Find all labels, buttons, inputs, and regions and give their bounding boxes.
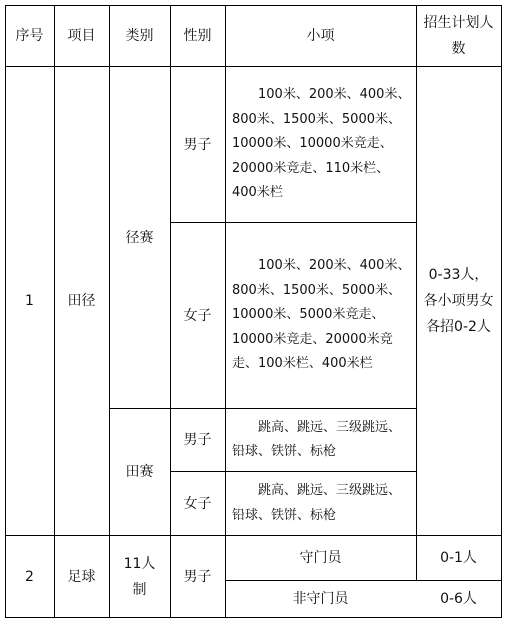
- goalkeeper-item: 守门员: [299, 550, 342, 566]
- track-male-items: 100米、200米、400米、800米、1500米、5000米、10000米、10000米竞走、20000米竞走、110米栏、400米栏: [232, 87, 411, 201]
- header-gender: 性别: [183, 28, 212, 44]
- header-index: 序号: [15, 28, 44, 44]
- header-project: 项目: [67, 28, 96, 44]
- track-female-gender: 女子: [183, 307, 212, 324]
- track-category: 径赛: [125, 229, 154, 246]
- field-female-gender: 女子: [183, 495, 212, 512]
- row2-project: 足球: [67, 568, 96, 585]
- field-player-item: 非守门员: [292, 591, 349, 607]
- grid-line: [5, 617, 502, 618]
- grid-line: [225, 5, 226, 618]
- track-male-items-cell: [232, 67, 411, 222]
- field-male-items: 跳高、跳远、三级跳远、铅球、铁饼、标枪: [232, 419, 402, 459]
- row2-category: 11人制: [123, 555, 156, 598]
- track-female-items: 100米、200米、400米、800米、1500米、5000米、10000米、5000米竞走、10000米竞走、20000米竞走、100米栏、400米栏: [232, 258, 411, 372]
- row2-index: 2: [25, 568, 34, 585]
- grid-line: [416, 5, 417, 581]
- field-player-quota: 0-6人: [440, 591, 477, 607]
- row2-gender: 男子: [183, 568, 212, 585]
- field-female-items-cell: [232, 472, 411, 535]
- header-category: 类别: [125, 28, 154, 44]
- row1-index: 1: [25, 293, 34, 309]
- track-male-gender: 男子: [183, 136, 212, 153]
- header-quota: 招生计划人数: [423, 15, 494, 57]
- grid-line: [501, 5, 502, 618]
- header-sub-items: 小项: [306, 28, 335, 44]
- field-female-items: 跳高、跳远、三级跳远、铅球、铁饼、标枪: [232, 483, 402, 523]
- goalkeeper-quota: 0-1人: [440, 550, 477, 566]
- row1-project: 田径: [67, 293, 96, 309]
- field-category: 田赛: [125, 464, 154, 480]
- row1-quota: 0-33人，各小项男女各招0-2人: [423, 267, 494, 335]
- field-male-items-cell: [232, 409, 411, 471]
- field-male-gender: 男子: [183, 432, 212, 448]
- track-female-items-cell: [232, 223, 411, 408]
